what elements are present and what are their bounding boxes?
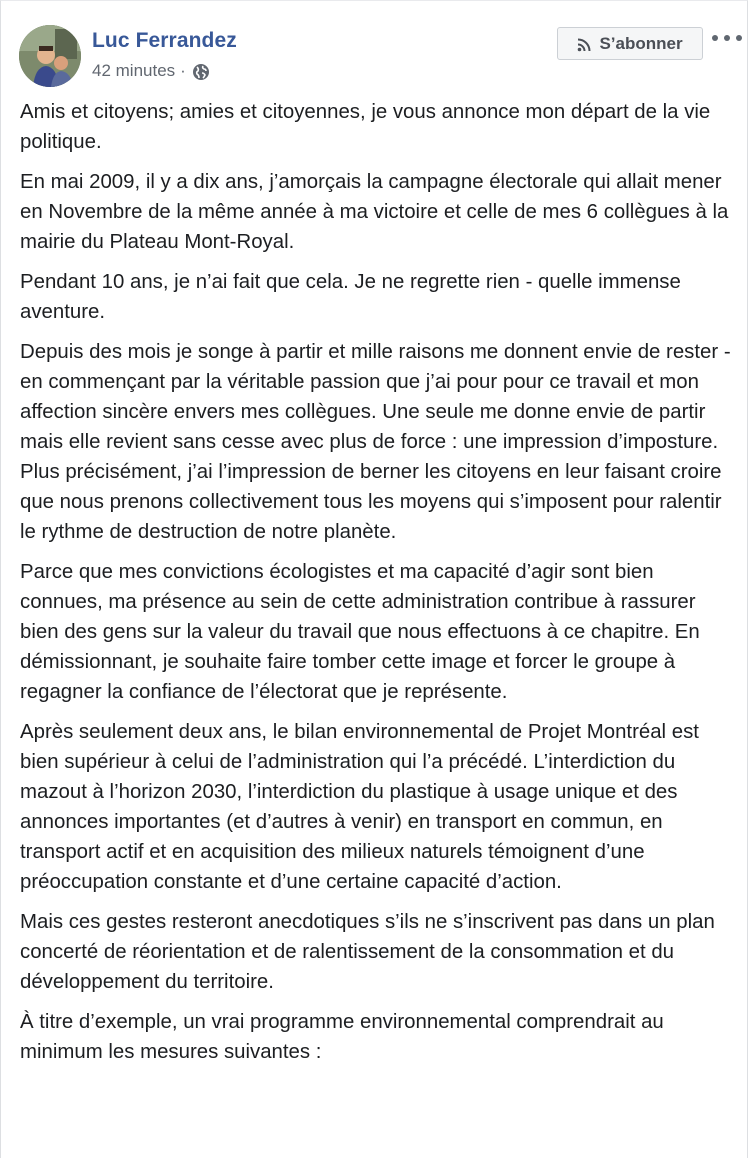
post-paragraph: Amis et citoyens; amies et citoyennes, je vous annonce mon départ de la vie politique. bbox=[20, 101, 711, 153]
post-time[interactable]: 42 minutes bbox=[92, 61, 176, 80]
post-paragraph: Parce que mes convictions écologistes et ma capacité d’agir sont bien connues, ma présence au sein de cette administration contribue à rassurer bien des gens sur la valeur du travail que nous effectuons à ce chapitre. En démissionnant, je souhaite faire tomber cette image et forcer le groupe à regagner la confiance de l’électorat que je représente. bbox=[20, 561, 700, 703]
globe-icon[interactable] bbox=[192, 63, 210, 81]
rss-icon bbox=[577, 37, 591, 51]
post-paragraph: En mai 2009, il y a dix ans, j’amorçais la campagne électorale qui allait mener en Novembre de la même année à ma victoire et celle de mes 6 collègues à la mairie du Plateau Mont-Royal. bbox=[20, 171, 729, 253]
more-options-icon[interactable] bbox=[712, 27, 742, 49]
more-dot bbox=[724, 35, 730, 41]
author-name[interactable]: Luc Ferrandez bbox=[92, 29, 237, 52]
subscribe-button[interactable] bbox=[557, 27, 703, 60]
post-paragraph: À titre d’exemple, un vrai programme environnemental comprendrait au minimum les mesures suivantes : bbox=[20, 1011, 664, 1063]
more-dot bbox=[712, 35, 718, 41]
more-dot bbox=[736, 35, 742, 41]
subscribe-label: S’abonner bbox=[599, 33, 683, 53]
post-header bbox=[19, 25, 747, 89]
post-paragraph: Depuis des mois je songe à partir et mille raisons me donnent envie de rester - en commençant par la véritable passion que j’ai pour pour ce travail et mon affection sincère envers mes collègues. Une seule me donne envie de partir mais elle revient sans cesse avec plus de force : une impression d’imposture. Plus précisément, j’ai l’impression de berner les citoyens en leur faisant croire que nous prenons collectivement tous les moyens qui s’imposent pour ralentir le rythme de destruction de notre planète. bbox=[20, 341, 731, 543]
post-paragraph: Mais ces gestes resteront anecdotiques s’ils ne s’inscrivent pas dans un plan concerté de réorientation et de ralentissement de la consommation et du développement du territoire. bbox=[20, 911, 715, 993]
post-meta bbox=[92, 61, 210, 81]
post-paragraph: Après seulement deux ans, le bilan environnemental de Projet Montréal est bien supérieur à celui de l’administration qui l’a précédé. L’interdiction du mazout à l’horizon 2030, l’interdiction du plastique à usage unique et des annonces importantes (et d’autres à venir) en transport en commun, en transport actif et en acquisition des milieux naturels témoignent d’une préoccupation constante et d’une certaine capacité d’action. bbox=[20, 721, 699, 893]
meta-separator: · bbox=[180, 61, 186, 80]
post-body bbox=[20, 97, 738, 1077]
post-paragraph: Pendant 10 ans, je n’ai fait que cela. Je ne regrette rien - quelle immense aventure. bbox=[20, 271, 681, 323]
avatar[interactable] bbox=[19, 25, 81, 87]
